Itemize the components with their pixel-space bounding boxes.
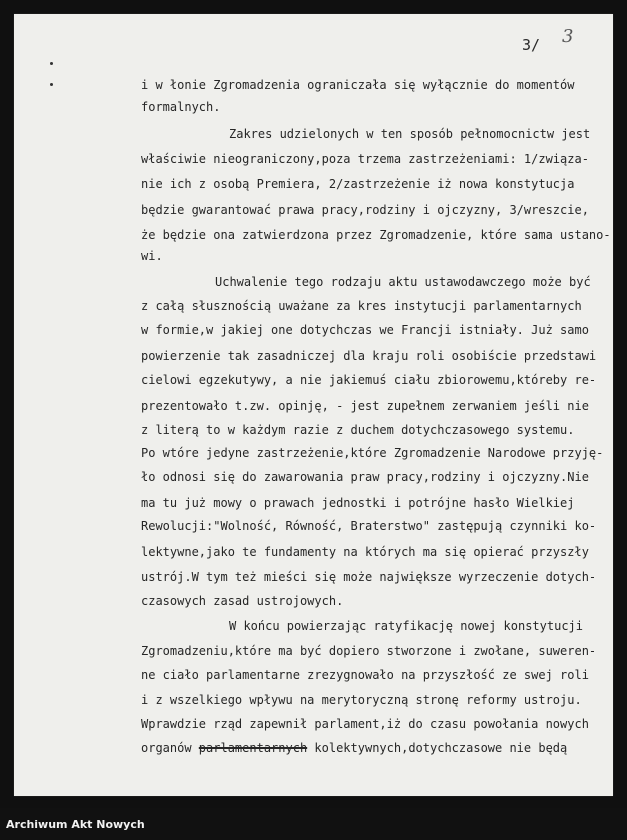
text-line: ło odnosi się do zawarowania praw pracy,rodziny i ojczyzny.Nie — [141, 470, 589, 484]
text-line: właściwie nieograniczony,poza trzema zastrzeżeniami: 1/związa- — [141, 152, 589, 166]
text-line: nie ich z osobą Premiera, 2/zastrzeżenie iż nowa konstytucja — [141, 177, 575, 191]
text-line: czasowych zasad ustrojowych. — [141, 594, 344, 608]
text-line: wi. — [141, 249, 163, 263]
text-line: z literą to w każdym razie z duchem dotychczasowego systemu. — [141, 423, 575, 437]
text-line: Zgromadzeniu,które ma być dopiero stworzone i zwołane, suweren- — [141, 644, 597, 658]
text-line: prezentowało t.zw. opinję, - jest zupełnem zerwaniem jeśli nie — [141, 399, 589, 413]
text-line: cielowi egzekutywy, a nie jakiemuś ciału zbiorowemu,któreby re- — [141, 373, 597, 387]
text-line: że będzie ona zatwierdzona przez Zgromadzenie, które sama ustano- — [141, 228, 611, 242]
text-line: lektywne,jako te fundamenty na których ma się opierać przyszły — [141, 545, 589, 559]
text-line: ma tu już mowy o prawach jednostki i potrójne hasło Wielkiej — [141, 496, 575, 510]
text-line: będzie gwarantować prawa pracy,rodziny i ojczyzny, 3/wreszcie, — [141, 203, 589, 217]
text-line: Rewolucji:"Wolność, Równość, Braterstwo" zastępują czynniki ko- — [141, 519, 597, 533]
text-line: z całą słusznością uważane za kres instytucji parlamentarnych — [141, 299, 582, 313]
struck-out-word: parlamentarnych — [198, 741, 308, 755]
text-line: i w łonie Zgromadzenia ograniczała się wyłącznie do momentów — [141, 78, 575, 92]
text-line: W końcu powierzając ratyfikację nowej konstytucji — [229, 619, 584, 633]
text-line: Po wtóre jedyne zastrzeżenie,które Zgromadzenie Narodowe przyję- — [141, 446, 604, 460]
text-line: Wprawdzie rząd zapewnił parlament,iż do czasu powołania nowych — [141, 717, 589, 731]
text-line: ne ciało parlamentarne zrezygnowało na przyszłość ze swej roli — [141, 668, 589, 682]
text-line: i z wszelkiego wpływu na merytoryczną stronę reformy ustroju. — [141, 693, 582, 707]
text-fragment: organów — [141, 741, 199, 755]
handwritten-page-number: 3 — [562, 26, 574, 47]
text-line: Zakres udzielonych w ten sposób pełnomocnictw jest — [229, 127, 591, 141]
text-fragment: kolektywnych,dotychczasowe nie będą — [307, 741, 568, 755]
archive-watermark: Archiwum Akt Nowych — [6, 818, 145, 831]
page-number: 3/ — [522, 36, 541, 54]
text-line: ustrój.W tym też mieści się może największe wyrzeczenie dotych- — [141, 570, 597, 584]
text-line: formalnych. — [141, 100, 221, 114]
text-line: Uchwalenie tego rodzaju aktu ustawodawczego może być — [215, 275, 591, 289]
text-line — [141, 741, 567, 755]
text-line: powierzenie tak zasadniczej dla kraju roli osobiście przedstawi — [141, 349, 597, 363]
text-line: w formie,w jakiej one dotychczas we Francji istniały. Już samo — [141, 323, 589, 337]
